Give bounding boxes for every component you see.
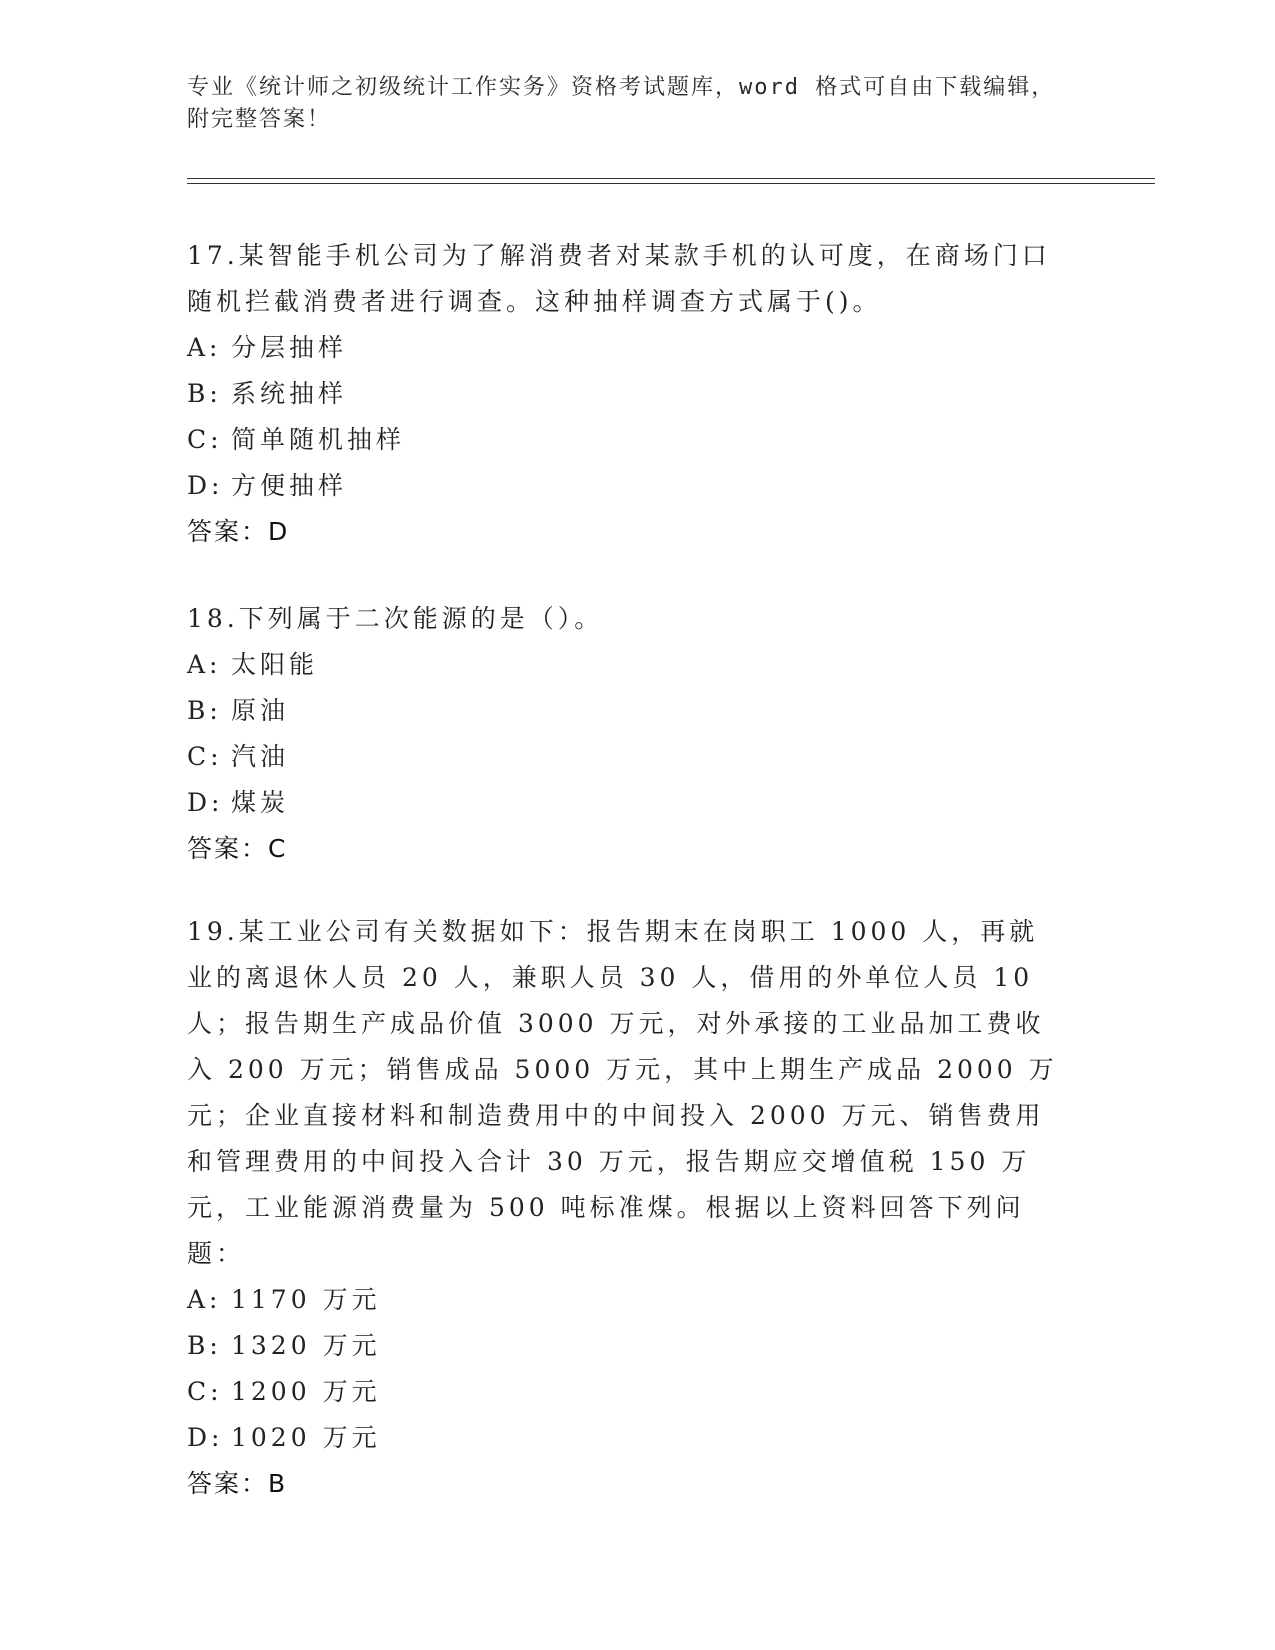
option-text: 1320 万元 [231,1331,381,1360]
question-19 [187,909,1067,1507]
option-key: C: [187,1377,223,1406]
answer-line: 答案：D [187,517,290,546]
option-a [187,642,1067,688]
option-d [187,463,1067,509]
option-key: D: [187,788,224,817]
option-a [187,1277,1067,1323]
option-text: 太阳能 [231,650,319,679]
header-divider-bottom [187,183,1155,184]
option-b [187,1323,1067,1369]
question-stem: 17.某智能手机公司为了解消费者对某款手机的认可度，在商场门口随机拦截消费者进行调查。这种抽样调查方式属于()。 [187,241,1051,316]
header-line-1: 专业《统计师之初级统计工作实务》资格考试题库，word 格式可自由下载编辑， [187,75,1056,100]
option-b [187,688,1067,734]
question-stem: 19.某工业公司有关数据如下：报告期末在岗职工 1000 人，再就业的离退休人员 20 人，兼职人员 30 人，借用的外单位人员 10 人；报告期生产成品价值 3000 万元，对外承接的工业品加工费收入 200 万元；销售成品 5000 万元，其中上期生产成品 2000 万元；企业直接材料和制造费用中的中间投入 2000 万元、销售费用和管理费用的中间投入合计 30 万元，报告期应交增值税 150 万元，工业能源消费量为 500 吨标准煤。根据以上资料回答下列问题： [187,917,1058,1268]
option-key: B: [187,696,222,725]
option-d [187,1415,1067,1461]
option-c [187,417,1067,463]
option-key: C: [187,425,223,454]
option-text: 系统抽样 [231,379,348,408]
answer-line: 答案：C [187,834,288,863]
option-key: D: [187,1423,224,1452]
option-c [187,734,1067,780]
option-key: D: [187,471,224,500]
option-text: 1170 万元 [231,1285,381,1314]
option-key: C: [187,742,223,771]
option-b [187,371,1067,417]
question-18 [187,596,1067,872]
option-key: B: [187,379,222,408]
option-key: A: [187,650,222,679]
option-key: A: [187,1285,222,1314]
question-stem: 18.下列属于二次能源的是（）。 [187,604,604,633]
option-text: 方便抽样 [231,471,348,500]
option-text: 1020 万元 [231,1423,381,1452]
option-text: 分层抽样 [231,333,348,362]
option-text: 汽油 [231,742,290,771]
option-text: 1200 万元 [231,1377,381,1406]
header-line-2: 附完整答案！ [187,107,332,132]
option-text: 简单随机抽样 [231,425,406,454]
option-a [187,325,1067,371]
option-text: 煤炭 [231,788,290,817]
answer-line: 答案：B [187,1469,288,1498]
option-c [187,1369,1067,1415]
header-divider-top [187,178,1155,179]
option-text: 原油 [231,696,290,725]
document-header [187,72,1087,136]
question-17 [187,233,1067,555]
option-key: A: [187,333,222,362]
option-d [187,780,1067,826]
option-key: B: [187,1331,222,1360]
